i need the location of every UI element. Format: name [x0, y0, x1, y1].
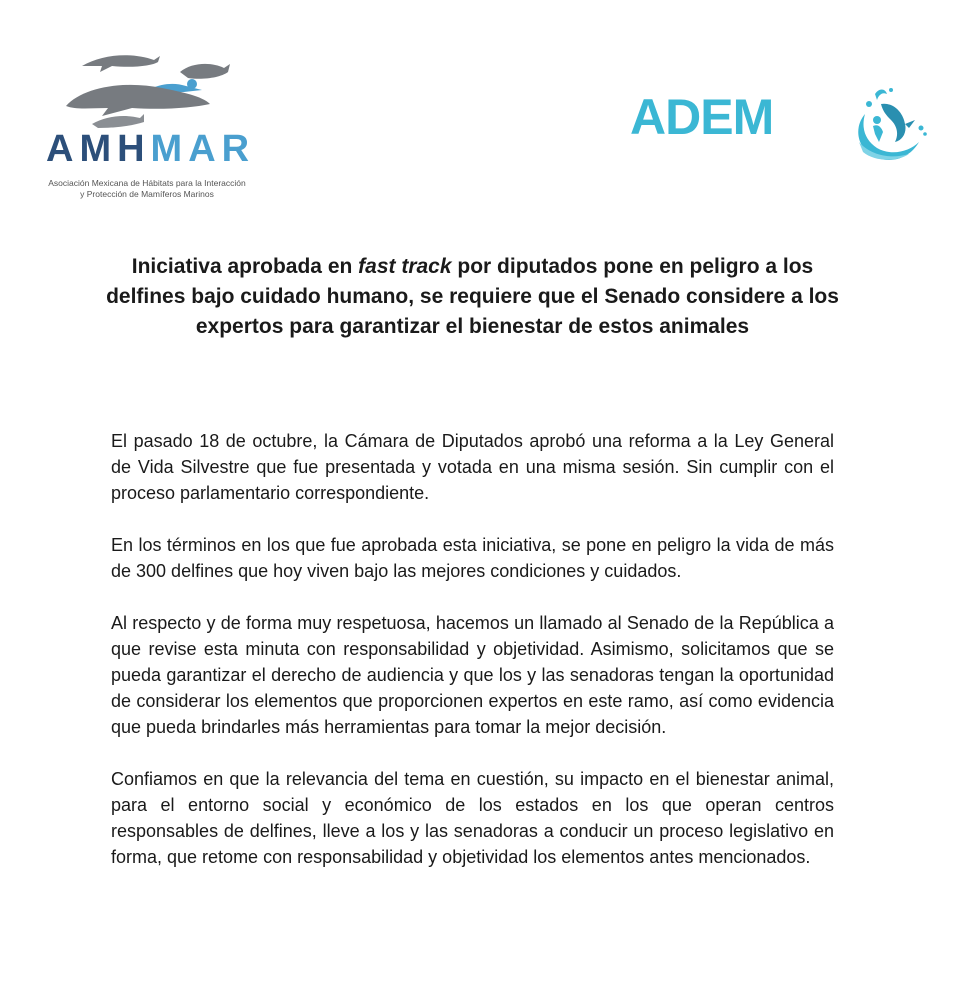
- title-part-1: Iniciativa aprobada en: [131, 255, 359, 278]
- press-release-body: [111, 428, 834, 896]
- title-part-2: por diputados pone en peligro a los delfines bajo cuidado humano, se requiere que el Senado considere a los expertos para garantizar el bienestar de estos animales: [106, 255, 839, 338]
- marine-mammals-icon: [62, 44, 232, 134]
- amhmar-wordmark-part-b: MAR: [150, 128, 256, 170]
- paragraph-3: Al respecto y de forma muy respetuosa, hacemos un llamado al Senado de la República a que revise esta minuta con responsabilidad y objetividad. Asimismo, solicitamos que se pueda garantizar el derecho de audiencia y que los y las senadoras tengan la oportunidad de considerar los elementos que proporcionen expertos en este ramo, así como evidencia que pueda brindarles más herramientas para tomar la mejor decisión.: [111, 613, 834, 737]
- amhmar-wordmark: [46, 130, 255, 168]
- press-release-title: [100, 252, 845, 342]
- amhmar-wordmark-part-a: AMH: [46, 128, 151, 170]
- paragraph-1: El pasado 18 de octubre, la Cámara de Diputados aprobó una reforma a la Ley General de Vida Silvestre que fue presentada y votada en una misma sesión. Sin cumplir con el proceso parlamentario correspondiente.: [111, 431, 834, 503]
- adem-logo-text: ADEM: [630, 89, 774, 145]
- amhmar-subtitle: [22, 178, 272, 200]
- dolphin-hand-icon: [845, 84, 929, 168]
- title-italic: fast track: [358, 255, 452, 278]
- amhmar-subtitle-line-1: Asociación Mexicana de Hábitats para la Interacción: [48, 178, 246, 188]
- amhmar-logo: [22, 36, 272, 206]
- amhmar-subtitle-line-2: y Protección de Mamíferos Marinos: [80, 189, 214, 199]
- paragraph-2: En los términos en los que fue aprobada esta iniciativa, se pone en peligro la vida de más de 300 delfines que hoy viven bajo las mejores condiciones y cuidados.: [111, 535, 834, 581]
- paragraph-4: Confiamos en que la relevancia del tema en cuestión, su impacto en el bienestar animal, para el entorno social y económico de los estados en los que operan centros responsables de delfines, lleve a los y las senadoras a conducir un proceso legislativo en forma, que retome con responsabilidad y objetividad los elementos antes mencionados.: [111, 769, 834, 867]
- document-header: [0, 0, 961, 220]
